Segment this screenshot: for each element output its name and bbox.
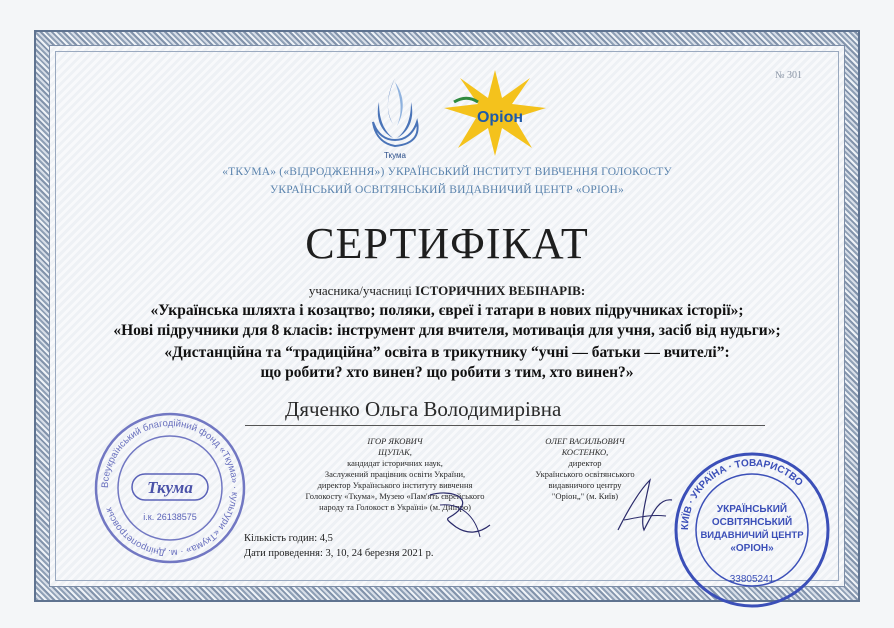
topic-line-1: «Українська шляхта і козацтво; поляки, євреї і татари в нових підручниках історії»; (150, 302, 744, 319)
svg-text:Оріон: Оріон (476, 109, 524, 126)
svg-text:УКРАЇНСЬКИЙ: УКРАЇНСЬКИЙ (716, 504, 788, 515)
signer-2-detail: Українського освітянського (535, 469, 635, 479)
orion-logo (440, 68, 550, 158)
signer-2-detail: директор (568, 458, 602, 468)
organization-line-1: «ТКУМА» («ВІДРОДЖЕННЯ») УКРАЇНСЬКИЙ ІНСТИТУТ ВИВЧЕННЯ ГОЛОКОСТУ (222, 166, 672, 178)
svg-text:«ОРІОН»: «ОРІОН» (730, 543, 774, 554)
svg-text:і.к. 26138575: і.к. 26138575 (143, 512, 197, 522)
signer-2-name-line1: ОЛЕГ ВАСИЛЬОВИЧ (545, 436, 625, 446)
tkuma-stamp (90, 408, 250, 568)
signature-1 (420, 475, 500, 545)
signer-2-name-line2: КОСТЕНКО, (561, 447, 609, 457)
intro-bold: ІСТОРИЧНИХ ВЕБІНАРІВ: (415, 283, 586, 298)
svg-text:Всеукраїнський благодійний фон: Всеукраїнський благодійний фонд «Ткума» · культури «Ткума» · м. Дніпропетровськ (99, 417, 241, 559)
participant-name: Дяченко Ольга Володимирівна (285, 397, 562, 421)
svg-text:КИЇВ · УКРАЇНА · ТОВАРИСТВО: КИЇВ · УКРАЇНА · ТОВАРИСТВО (679, 457, 805, 531)
tkuma-logo (365, 72, 425, 162)
signer-1-detail: народу та Голокост в Україні» (м. Дніпро) (319, 502, 471, 512)
event-dates: Дати проведення: 3, 10, 24 березня 2021 р. (244, 548, 434, 559)
certificate-number: № 301 (775, 70, 803, 81)
signer-2-detail: "Оріон„" (м. Київ) (551, 491, 619, 501)
svg-text:33805241: 33805241 (729, 574, 775, 585)
hours-count: Кількість годин: 4,5 (244, 533, 333, 544)
tkuma-flame-icon (388, 78, 395, 124)
topic-line-4: що робити? хто винен? що робити з тим, хто винен?» (260, 364, 634, 381)
name-underline (245, 425, 765, 426)
intro-prefix: учасника/учасниці (308, 283, 412, 298)
signer-1-detail: Голокосту «Ткума», Музею «Пам'ять єврейського (305, 491, 485, 501)
svg-text:Ткума: Ткума (384, 151, 406, 160)
signer-2-detail: видавничого центру (548, 480, 622, 490)
svg-text:ВИДАВНИЧИЙ ЦЕНТР: ВИДАВНИЧИЙ ЦЕНТР (700, 530, 804, 541)
signer-1-detail: кандидат історичних наук, (347, 458, 443, 468)
svg-text:Ткума: Ткума (147, 478, 193, 497)
topic-line-2: «Нові підручники для 8 класів: інструмент для вчителя, мотивація для учня, засіб від нудьги»; (113, 322, 781, 339)
svg-text:ОСВІТЯНСЬКИЙ: ОСВІТЯНСЬКИЙ (711, 517, 793, 528)
signer-1-detail: Заслужений працівник освіти України, (324, 469, 466, 479)
certificate-title: СЕРТИФІКАТ (305, 219, 589, 268)
certificate-intro (47, 283, 847, 299)
topic-line-3: «Дистанційна та “традиційна” освіта в трикутнику “учні — батьки — вчителі”: (164, 344, 730, 361)
signature-2 (610, 470, 680, 540)
signer-1-name-line1: ІГОР ЯКОВИЧ (367, 436, 423, 446)
orion-stamp (672, 450, 832, 610)
organization-line-2: УКРАЇНСЬКИЙ ОСВІТЯНСЬКИЙ ВИДАВНИЧИЙ ЦЕНТР «ОРІОН» (270, 184, 624, 196)
signer-1-name-line2: ЩУПАК, (378, 447, 412, 457)
signer-1-detail: директор Українського інституту вивчення (317, 480, 473, 490)
